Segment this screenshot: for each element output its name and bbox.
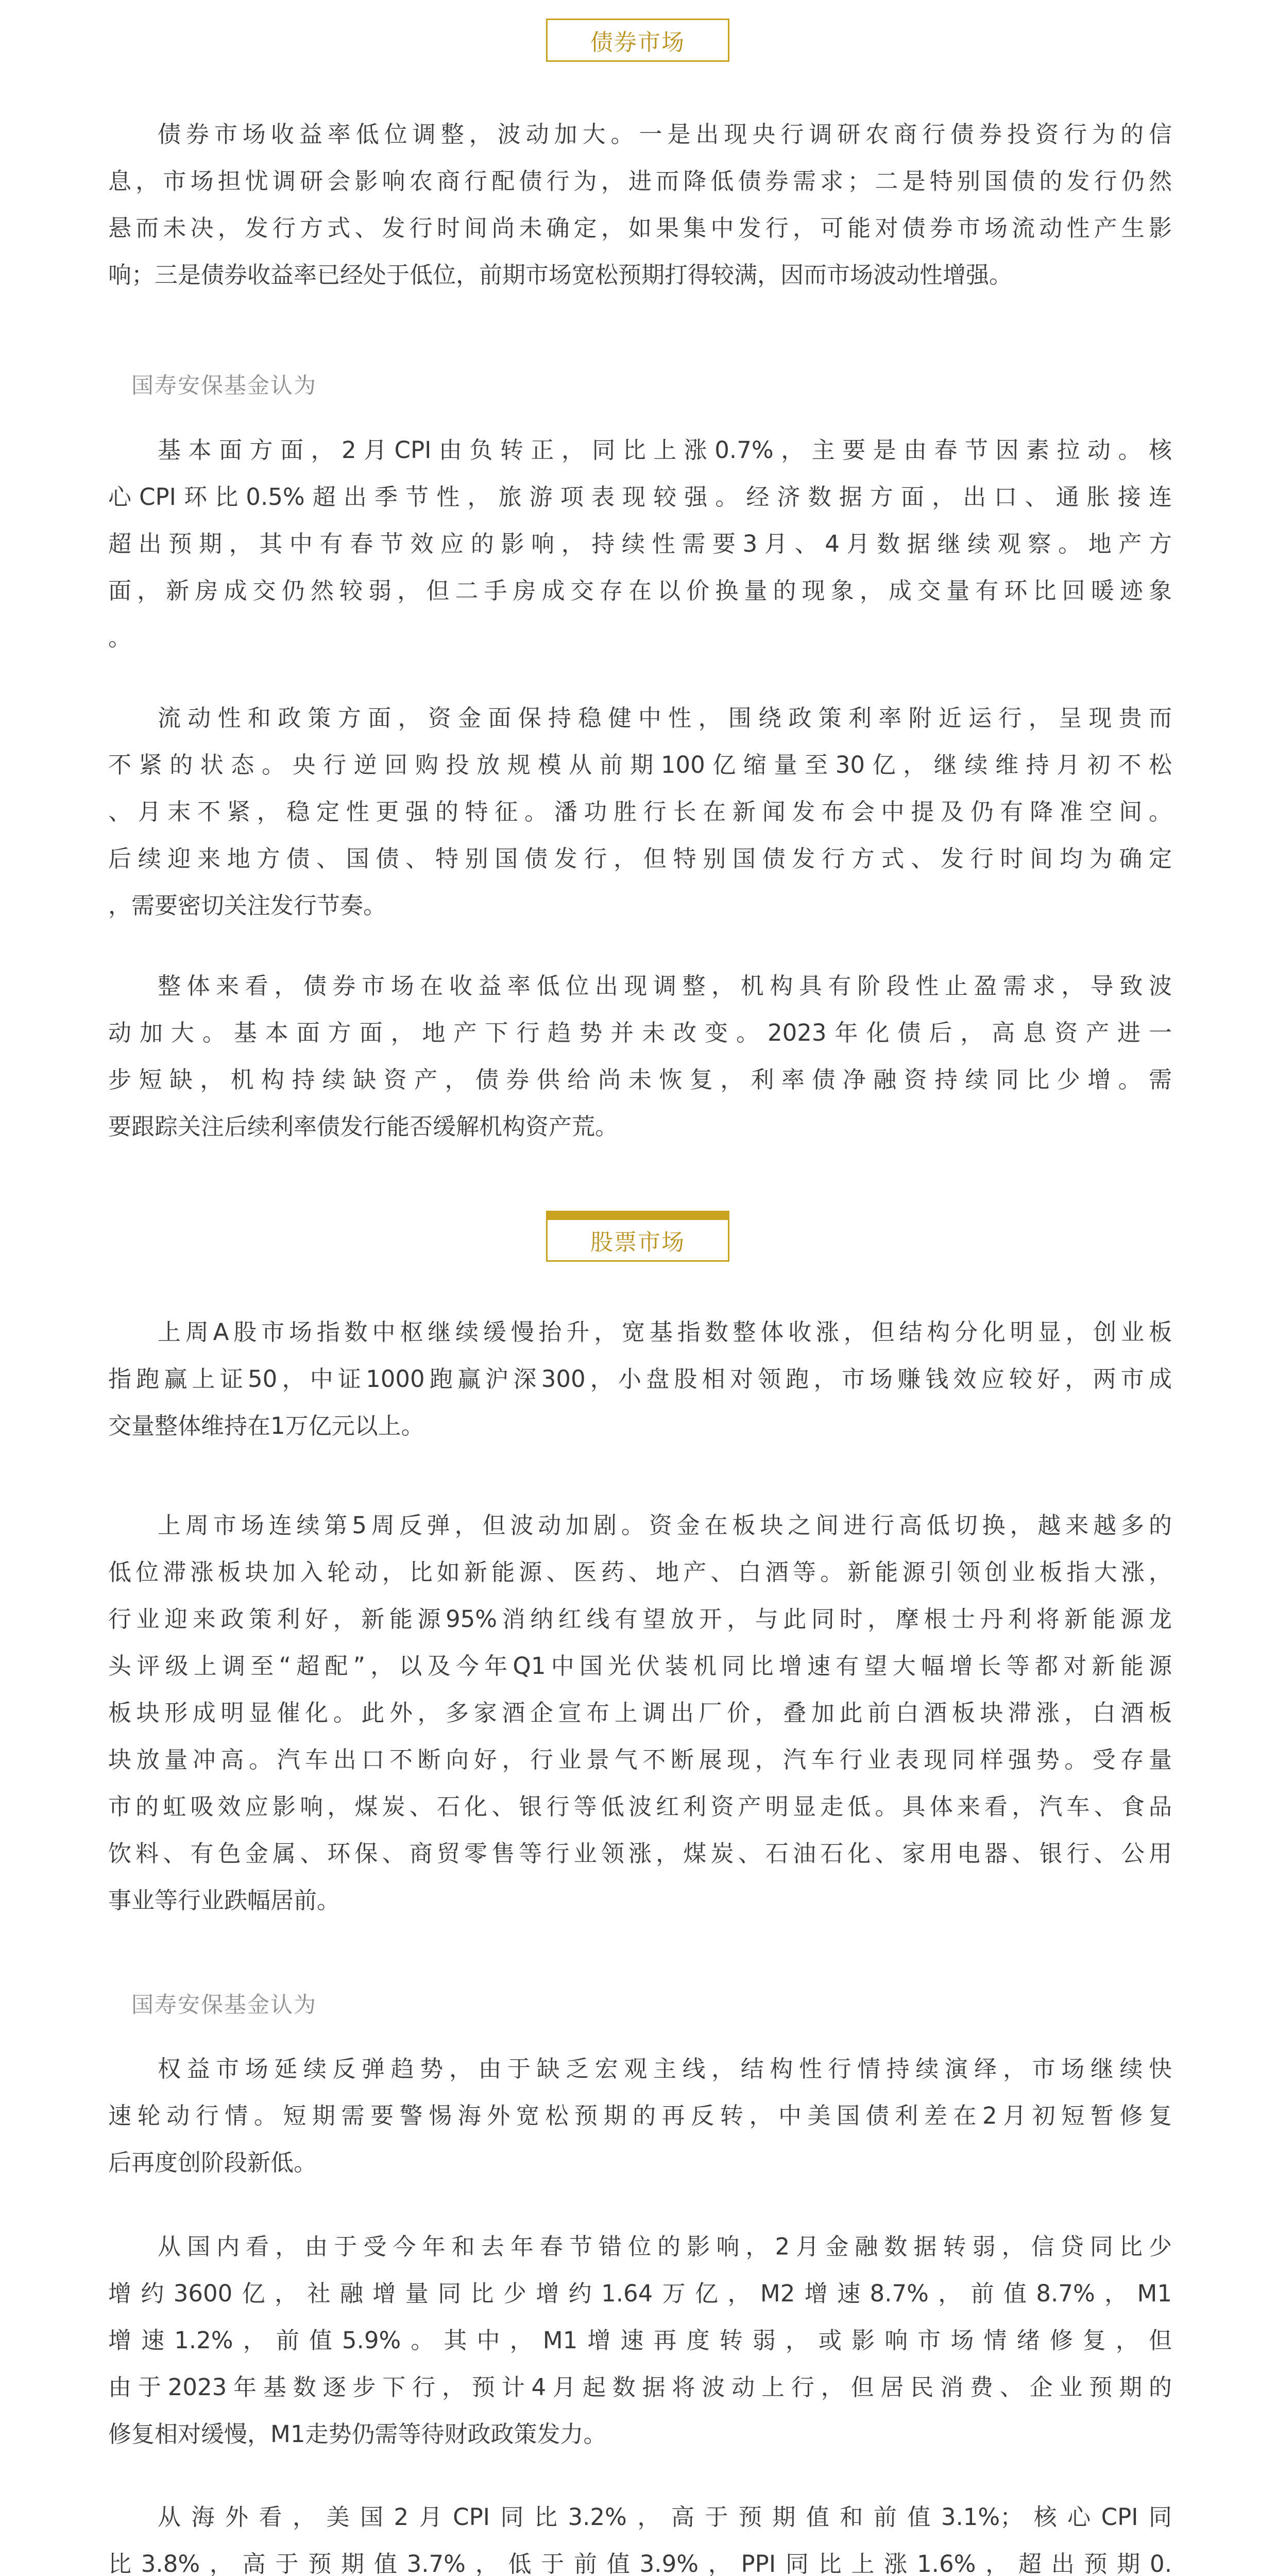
- stock-market-badge: [546, 1218, 729, 1262]
- stock-subhead: 国寿安保基金认为: [131, 1992, 317, 2018]
- bond-intro-paragraph: [108, 111, 1172, 298]
- stock-market-badge-label: 股票市场: [590, 1229, 685, 1256]
- bond-subhead: 国寿安保基金认为: [131, 373, 317, 399]
- text-line: 心CPI环比0.5%超出季节性，旅游项表现较强。经济数据方面，出口、通胀接连: [108, 483, 1172, 511]
- stock-paragraph-2: [108, 2223, 1172, 2458]
- text-line: 步短缺，机构持续缺资产，债券供给尚未恢复，利率债净融资持续同比少增。需: [108, 1066, 1172, 1093]
- text-line: 事业等行业跌幅居前。: [108, 1887, 340, 1914]
- stock-paragraph-1: [108, 2045, 1172, 2186]
- text-line: 增速1.2%，前值5.9%。其中，M1增速再度转弱，或影响市场情绪修复，但: [108, 2327, 1172, 2354]
- text-line: 交量整体维持在1万亿元以上。: [108, 1412, 424, 1439]
- text-line: 流动性和政策方面，资金面保持稳健中性，围绕政策利率附近运行，呈现贵而: [158, 704, 1172, 732]
- bond-paragraph-2: [108, 694, 1172, 929]
- text-line: 修复相对缓慢，M1走势仍需等待财政政策发力。: [108, 2420, 607, 2448]
- text-line: 市的虹吸效应影响，煤炭、石化、银行等低波红利资产明显走低。具体来看，汽车、食品: [108, 1793, 1172, 1820]
- text-line: 指跑赢上证50，中证1000跑赢沪深300，小盘股相对领跑，市场赚钱效应较好，两市成: [108, 1365, 1172, 1393]
- text-line: 悬而未决，发行方式、发行时间尚未确定，如果集中发行，可能对债券市场流动性产生影: [108, 214, 1172, 242]
- text-line: 上周A股市场指数中枢继续缓慢抬升，宽基指数整体收涨，但结构分化明显，创业板: [158, 1318, 1172, 1346]
- stock-intro-paragraph-2: [108, 1502, 1172, 1924]
- text-line: 块放量冲高。汽车出口不断向好，行业景气不断展现，汽车行业表现同样强势。受存量: [108, 1746, 1172, 1773]
- text-line: 后续迎来地方债、国债、特别国债发行，但特别国债发行方式、发行时间均为确定: [108, 845, 1172, 872]
- text-line: 后再度创阶段新低。: [108, 2149, 317, 2176]
- text-line: 低位滞涨板块加入轮动，比如新能源、医药、地产、白酒等。新能源引领创业板指大涨，: [108, 1558, 1172, 1586]
- bond-market-badge-label: 债券市场: [590, 29, 685, 56]
- text-line: 上周市场连续第5周反弹，但波动加剧。资金在板块之间进行高低切换，越来越多的: [158, 1512, 1172, 1539]
- text-line: 板块形成明显催化。此外，多家酒企宣布上调出厂价，叠加此前白酒板块滞涨，白酒板: [108, 1699, 1172, 1726]
- text-line: 整体来看，债券市场在收益率低位出现调整，机构具有阶段性止盈需求，导致波: [158, 972, 1172, 999]
- bond-paragraph-3: [108, 962, 1172, 1150]
- stock-paragraph-3: [108, 2494, 1172, 2576]
- text-line: 。: [108, 624, 132, 651]
- text-line: 从国内看，由于受今年和去年春节错位的影响，2月金融数据转弱，信贷同比少: [158, 2233, 1172, 2260]
- text-line: 动加大。基本面方面，地产下行趋势并未改变。2023年化债后，高息资产进一: [108, 1019, 1172, 1046]
- text-line: 响；三是债券收益率已经处于低位，前期市场宽松预期打得较满，因而市场波动性增强。: [108, 261, 1013, 289]
- text-line: 速轮动行情。短期需要警惕海外宽松预期的再反转，中美国债利差在2月初短暂修复: [108, 2102, 1172, 2129]
- text-line: 面，新房成交仍然较弱，但二手房成交存在以价换量的现象，成交量有环比回暖迹象: [108, 577, 1172, 604]
- text-line: 比3.8%，高于预期值3.7%，低于前值3.9%，PPI同比上涨1.6%，超出预期0.: [108, 2550, 1172, 2576]
- bond-paragraph-1: [108, 427, 1172, 661]
- text-line: 头评级上调至“超配”，以及今年Q1中国光伏装机同比增速有望大幅增长等都对新能源: [108, 1652, 1172, 1680]
- text-line: 由于2023年基数逐步下行，预计4月起数据将波动上行，但居民消费、企业预期的: [108, 2374, 1172, 2401]
- text-line: 超出预期，其中有春节效应的影响，持续性需要3月、4月数据继续观察。地产方: [108, 530, 1172, 557]
- text-line: ，需要密切关注发行节奏。: [108, 892, 387, 919]
- stock-intro-paragraph-1: [108, 1309, 1172, 1449]
- text-line: 增约3600亿，社融增量同比少增约1.64万亿，M2增速8.7%，前值8.7%，M1: [108, 2280, 1172, 2307]
- text-line: 不紧的状态。央行逆回购投放规模从前期100亿缩量至30亿，继续维持月初不松: [108, 751, 1172, 778]
- text-line: 息，市场担忧调研会影响农商行配债行为，进而降低债券需求；二是特别国债的发行仍然: [108, 167, 1172, 195]
- text-line: 从海外看，美国2月CPI同比3.2%，高于预期值和前值3.1%；核心CPI同: [158, 2503, 1172, 2531]
- text-line: 、月末不紧，稳定性更强的特征。潘功胜行长在新闻发布会中提及仍有降准空间。: [108, 798, 1172, 825]
- text-line: 行业迎来政策利好，新能源95%消纳红线有望放开，与此同时，摩根士丹利将新能源龙: [108, 1605, 1172, 1633]
- text-line: 基本面方面，2月CPI由负转正，同比上涨0.7%，主要是由春节因素拉动。核: [158, 436, 1172, 464]
- text-line: 要跟踪关注后续利率债发行能否缓解机构资产荒。: [108, 1113, 619, 1140]
- text-line: 权益市场延续反弹趋势，由于缺乏宏观主线，结构性行情持续演绎，市场继续快: [158, 2055, 1172, 2082]
- text-line: 饮料、有色金属、环保、商贸零售等行业领涨，煤炭、石油石化、家用电器、银行、公用: [108, 1840, 1172, 1867]
- bond-market-badge: [546, 19, 729, 62]
- text-line: 债券市场收益率低位调整，波动加大。一是出现央行调研农商行债券投资行为的信: [158, 121, 1172, 148]
